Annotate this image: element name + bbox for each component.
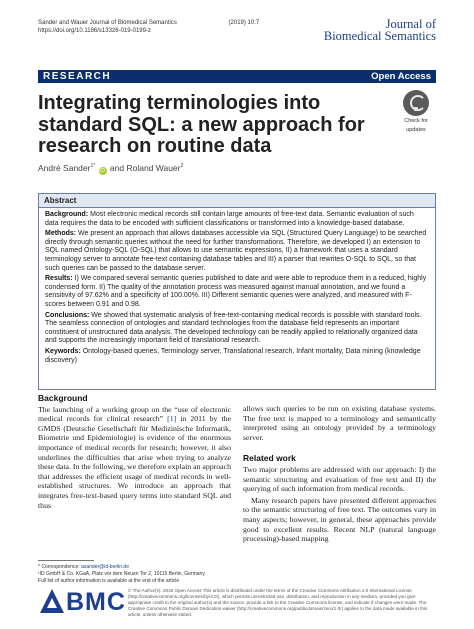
journal-line-1: Journal of [385, 17, 436, 31]
open-access-label: Open Access [371, 71, 431, 82]
author-2: and Roland Wauer [107, 163, 181, 173]
author-list [38, 163, 183, 175]
section-text: Most electronic medical records still contain large amounts of free-text data. Semantic evaluation of such data requires the data to be encoded with sufficient classifications or transformed into a knowledge-based database. [45, 211, 414, 227]
section-text: I) We compared several semantic queries published to date and were able to reproduce them in a reduced, highly condensed form. II) The quality of the annotation process was measured against manual annotation, and we found a sensitivity of 97.62% and a specificity of 100.00%. III) Different semantic queries were analyzed, and measured with F-scores between 0.91 and 0.98. [45, 275, 427, 308]
bmc-logo-text: BMC [66, 588, 126, 616]
affiliation: ¹ID GmbH & Co. KGaA, Platz vor dem Neuen Tor 2, 10115 Berlin, Germany [38, 570, 205, 577]
article-type-band [38, 70, 436, 83]
author-2-affil: 2 [180, 163, 184, 170]
section-label: Conclusions: [45, 311, 90, 319]
orcid-icon[interactable]: iD [100, 168, 105, 174]
running-header [38, 19, 263, 35]
citation-line: Sander and Wauer Journal of Biomedical Semantics [38, 20, 177, 26]
bmc-logo [38, 586, 126, 620]
citation-link[interactable]: [1] [167, 414, 177, 424]
abstract-body [39, 208, 435, 370]
email-link[interactable]: asander@id-berlin.de [81, 564, 129, 570]
related-work-paragraph-2: Many research papers have presented different approaches to the semantic structuring of free text. The outcomes vary in many aspects; however, in general, these approaches provide good to excellent results. Recent NLP (natural language processing)-based mapping [243, 495, 436, 544]
abstract-conclusions [45, 312, 429, 346]
license-statement: © The Author(s). 2019 Open Access This article is distributed under the terms of the Creative Commons Attribution 4.0 International License (http://creativecommons.org/licenses/by/4.0/), which permits unrestricted use, distribution, and reproduction in any medium, provided you give appropriate credit to the original author(s) and the source, provide a link to the Creative Commons license, and indicate if changes were made. The Creative Commons Public Domain Dedication waiver (http://creativecommons.org/publicdomain/zero/1.0/) applies to the data made available in this article, unless otherwise stated. [128, 588, 428, 617]
paragraph-text: in 2011 by the GMDS (Deutsche Gesellschaft für Medizinische Informatik, Biometrie und Epidemiologie) is evidence of the enormous importance of medical records for research; however, it also underlines the difficulties that arise when trying to analyze these data. In the following, we therefore explain an approach that addresses the efficient usage of medical records in well-established structures. We introduce an approach that integrates free-text-based query terms into standard SQL and thus [38, 414, 231, 510]
section-label: Keywords: [45, 347, 81, 355]
author-1: André Sander [38, 163, 91, 173]
bmc-mark-icon [40, 589, 64, 613]
footnote-divider [38, 560, 94, 561]
abstract-keywords [45, 348, 429, 365]
body-column-right [243, 404, 436, 546]
section-label: Results: [45, 275, 73, 283]
section-text: We showed that systematic analysis of free-text-containing medical records is possible with standard tools. The seamless connection of ontologies and standard technologies from the database field represents an important constituent of unstructured data analysis. The developed technology can be readily applied to relationally organized data and supports the increasingly important field of translational research. [45, 311, 422, 345]
correspondence [38, 564, 238, 571]
background-continued: allows such queries to be run on existing database systems. The free text is mapped to a terminology and semantically interpreted using an ontology provided by a terminology server. [243, 404, 436, 442]
section-text: Ontology-based queries, Terminology server, Translational research, Infant mortality, Data mining (knowledge discovery) [45, 347, 421, 364]
article-title: Integrating terminologies into standard SQL: a new approach for research on routine data [38, 92, 365, 157]
correspondence-label: * Correspondence: [38, 564, 82, 570]
journal-line-2: Biomedical Semantics [323, 29, 436, 43]
badge-line-1: Check for [404, 118, 428, 124]
refresh-icon [403, 90, 429, 116]
section-text: We present an approach that allows databases accessible via SQL (Structured Query Language) to be searched directly through semantic queries without the need for further transformations. Therefore, we developed I) an extension to SQL named Ontology-SQL (O-SQL) that allows to use semantic expressions, II) a framework that uses a standard terminology server to annotate free-text containing database tables and III) a parser that rewrites O-SQL to SQL, so that such queries can be passed to the database server. [45, 230, 427, 272]
footnote [38, 564, 238, 584]
section-label: Methods: [45, 230, 77, 238]
related-work-heading: Related work [243, 453, 296, 464]
check-for-updates-badge[interactable] [396, 90, 436, 133]
related-work-paragraph-1: Two major problems are addressed with our approach: I) the semantic structuring and evaluation of free text and II) the querying of such information from medical records. [243, 464, 436, 494]
background-heading: Background [38, 393, 88, 403]
year-volume: (2019) 10:7 [228, 20, 260, 26]
abstract-methods [45, 230, 429, 273]
abstract-results [45, 275, 429, 309]
background-paragraph [38, 405, 231, 511]
section-label: Background: [45, 211, 89, 218]
paragraph-text: The launching of a working group on the “use of electronic medical records for clinical research” [38, 404, 231, 424]
journal-name [324, 18, 436, 42]
body-column-left [38, 394, 231, 512]
article-type-label: RESEARCH [43, 71, 112, 82]
author-1-affil: 1* [90, 163, 96, 170]
badge-line-2: updates [406, 126, 426, 133]
abstract-box [38, 193, 436, 390]
doi-link[interactable]: https://doi.org/10.1186/s13326-019-0199-z [38, 28, 151, 34]
author-info-note: Full list of author information is available at the end of the article [38, 577, 180, 584]
abstract-heading: Abstract [39, 194, 435, 208]
abstract-background [45, 211, 429, 228]
